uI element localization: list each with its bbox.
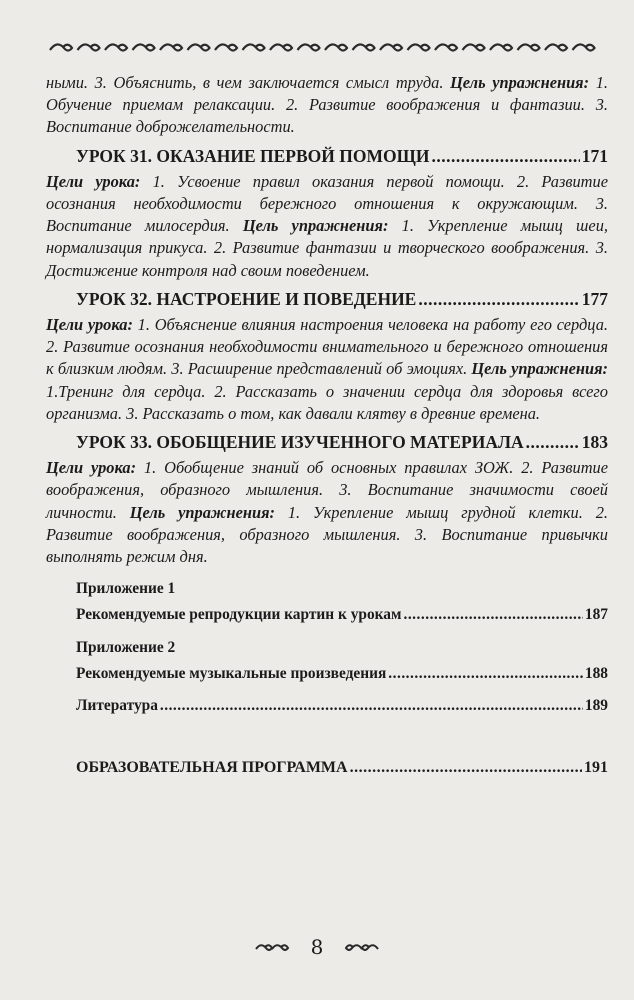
page-number: 191 <box>584 759 608 777</box>
lesson-title: УРОК 31. ОКАЗАНИЕ ПЕРВОЙ ПОМОЩИ <box>76 145 430 166</box>
exercise-goal-label: Цель упражнения: <box>242 216 389 236</box>
wave-ornament-icon <box>133 44 155 50</box>
lesson-goals-text: 1. Обобщение знаний об основных правилах ЗОЖ. 2. Развитие воображения, образного мышления. 3. Воспитание значимости своей личности. <box>46 458 609 522</box>
exercise-goal-label: Цель упражнения: <box>450 73 590 92</box>
wave-ornament-icon <box>243 44 265 50</box>
literature-title: Литература <box>76 697 158 715</box>
wave-ornament-icon <box>50 44 72 50</box>
left-swirl-ornament-icon <box>254 940 294 954</box>
leader-dots <box>160 695 583 717</box>
wave-ornament-icon <box>298 44 320 50</box>
toc-content <box>46 72 608 779</box>
wave-ornament-icon <box>490 44 512 50</box>
wave-ornament-icon <box>545 44 567 50</box>
page-number: 189 <box>584 697 608 715</box>
leader-dots <box>431 145 579 167</box>
wave-ornament-icon <box>105 44 127 50</box>
appendix-1-label: Приложение 1 <box>76 580 176 598</box>
leader-dots <box>403 604 582 626</box>
appendix-2-label: Приложение 2 <box>76 638 176 656</box>
wave-ornament-border <box>46 36 606 58</box>
page-number: 188 <box>584 664 608 682</box>
lesson-title: УРОК 32. НАСТРОЕНИЕ И ПОВЕДЕНИЕ <box>76 288 417 309</box>
exercise-goal-text: 1. Укрепление мышц шеи, нормализация прикуса. 2. Развитие фантазии и творческого воображения. 3. Достижение контроля над своим поведением. <box>46 216 608 280</box>
page-number: 171 <box>581 145 608 166</box>
lesson-goals-label: Цели урока: <box>46 458 137 478</box>
intro-text-2: 1. Обучение приемам релаксации. 2. Развитие воображения и фантазии. 3. Воспитание доброжелательности. <box>46 73 609 137</box>
lesson-32-description <box>46 314 608 425</box>
toc-entry-lesson-32[interactable] <box>76 288 608 310</box>
intro-text: ными. 3. Объяснить, в чем заключается смысл труда. <box>46 73 451 92</box>
wave-ornament-icon <box>215 44 237 50</box>
toc-entry-appendix-1[interactable] <box>76 604 608 626</box>
leader-dots <box>388 663 583 685</box>
page-number: 8 <box>310 934 324 959</box>
toc-entry-program[interactable] <box>76 757 608 779</box>
toc-entry-appendix-2[interactable] <box>76 663 608 685</box>
wave-ornament-icon <box>188 44 210 50</box>
page-footer <box>0 933 634 959</box>
leader-dots <box>526 431 580 453</box>
program-title: ОБРАЗОВАТЕЛЬНАЯ ПРОГРАММА <box>76 759 348 777</box>
exercise-goal-text: 1. Укрепление мышц грудной клетки. 2. Развитие воображения, образного мышления. 3. Воспитание привычки выполнять режим дня. <box>46 502 608 567</box>
wave-ornament-icon <box>353 44 375 50</box>
toc-entry-lesson-33[interactable] <box>76 431 608 453</box>
page-number: 183 <box>581 432 608 453</box>
exercise-goal-label: Цель упражнения: <box>471 359 608 379</box>
toc-entry-lesson-31[interactable] <box>76 145 608 167</box>
lesson-goals-text: 1. Объяснение влияния настроения человека на работу его сердца. 2. Развитие осознания необходимости внимательного и бережного отношения к близким людям. 3. Расширение представлений об эмоциях. <box>46 315 608 379</box>
wave-ornament-icon <box>380 44 402 50</box>
exercise-goal-label: Цель упражнения: <box>129 502 275 522</box>
page-number: 177 <box>581 288 608 309</box>
wave-ornament-icon <box>160 44 182 50</box>
appendix-title: Рекомендуемые музыкальные произведения <box>76 664 387 682</box>
intro-paragraph <box>46 72 608 139</box>
leader-dots <box>350 757 582 779</box>
lesson-31-description <box>46 171 608 282</box>
wave-ornament-icon <box>518 44 540 50</box>
lesson-title: УРОК 33. ОБОБЩЕНИЕ ИЗУЧЕННОГО МАТЕРИАЛА <box>76 432 524 453</box>
leader-dots <box>418 288 579 310</box>
wave-ornament-icon <box>573 44 595 50</box>
wave-ornament-icon <box>325 44 347 50</box>
wave-ornament-icon <box>270 44 292 50</box>
toc-entry-literature[interactable] <box>76 695 608 717</box>
wave-ornament-icon <box>435 44 457 50</box>
wave-ornament-icon <box>78 44 100 50</box>
lesson-33-description <box>46 457 608 568</box>
lesson-goals-text: 1. Усвоение правил оказания первой помощи. 2. Развитие осознания необходимости бережного отношения к окружающим. 3. Воспитание милосердия. <box>46 171 608 236</box>
right-swirl-ornament-icon <box>340 940 380 954</box>
wave-ornament-icon <box>463 44 485 50</box>
page-number: 187 <box>584 606 608 624</box>
lesson-goals-label: Цели урока: <box>46 171 141 191</box>
wave-ornament-icon <box>408 44 430 50</box>
appendix-title: Рекомендуемые репродукции картин к урокам <box>76 606 402 624</box>
exercise-goal-text: 1.Тренинг для сердца. 2. Рассказать о значении сердца для здоровья всего организма. 3. Рассказать о том, как давали клятву в древние времена. <box>46 381 608 423</box>
lesson-goals-label: Цели урока: <box>46 315 133 335</box>
